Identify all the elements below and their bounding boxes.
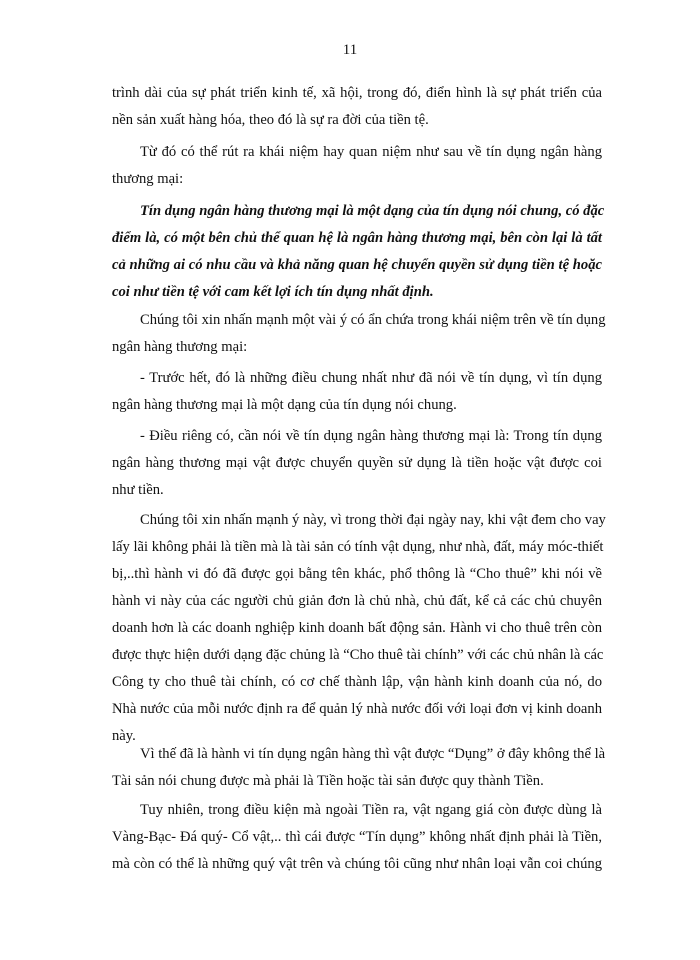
text-line: bị,..thì hành vi đó đã được gọi bằng tên khác, phổ thông là “Cho thuê” khi nói về xyxy=(112,566,602,582)
text-line: mà còn có thể là những quý vật trên và chúng tôi cũng như nhân loại vẫn coi chúng xyxy=(112,856,602,872)
text-line: Từ đó có thể rút ra khái niệm hay quan niệm như sau về tín dụng ngân hàng xyxy=(140,144,602,160)
text-line: như tiền. xyxy=(112,482,164,498)
text-line: nền sản xuất hàng hóa, theo đó là sự ra đời của tiền tệ. xyxy=(112,112,429,128)
text-line: doanh hơn là các doanh nghiệp kinh doanh bất động sản. Hành vi cho thuê trên còn xyxy=(112,620,602,636)
text-line: Tài sản nói chung được mà phải là Tiền hoặc tài sản được quy thành Tiền. xyxy=(112,773,544,789)
paragraph-emphasis-intro xyxy=(112,307,606,361)
paragraph-intro-continuation xyxy=(112,80,602,134)
text-line: ngân hàng thương mại là một dạng của tín dụng nói chung. xyxy=(112,397,457,413)
text-line: hành vi này của các người chủ giản đơn là chủ nhà, chủ đất, kể cả các chủ chuyên xyxy=(112,593,602,609)
paragraph-bullet-first xyxy=(112,365,602,419)
text-line: này. xyxy=(112,728,136,744)
text-line: Vì thế đã là hành vi tín dụng ngân hàng thì vật được “Dụng” ở đây không thể là xyxy=(140,746,606,762)
page-number: 11 xyxy=(342,42,358,58)
paragraph-however xyxy=(112,797,602,878)
text-line: Vàng-Bạc- Đá quý- Cổ vật,.. thì cái được “Tín dụng” không nhất định phải là Tiền, xyxy=(112,829,602,845)
paragraph-definition xyxy=(112,198,605,306)
text-line: Công ty cho thuê tài chính, có cơ chế thành lập, vận hành kinh doanh của nó, do xyxy=(112,674,602,690)
text-line: trình dài của sự phát triển kinh tế, xã hội, trong đó, điển hình là sự phát triển của xyxy=(112,85,602,101)
text-line: ngân hàng thương mại: xyxy=(112,339,248,355)
paragraph-leasing xyxy=(112,507,606,750)
text-line: Tuy nhiên, trong điều kiện mà ngoài Tiền ra, vật ngang giá còn được dùng là xyxy=(140,802,602,818)
paragraph-concept-lead xyxy=(112,139,602,193)
text-line: được thực hiện dưới dạng đặc chủng là “Cho thuê tài chính” với các chủ nhân là các xyxy=(112,647,604,663)
text-line: lấy lãi không phải là tiền mà là tài sản có tính vật dụng, như nhà, đất, máy móc-thiết xyxy=(112,539,604,555)
text-line: Chúng tôi xin nhấn mạnh một vài ý có ẩn chứa trong khái niệm trên về tín dụng xyxy=(140,312,606,328)
paragraph-therefore xyxy=(112,741,606,795)
text-line: cả những ai có nhu cầu và khả năng quan hệ chuyển quyền sử dụng tiền tệ hoặc xyxy=(112,257,602,273)
text-line: Chúng tôi xin nhấn mạnh ý này, vì trong thời đại ngày nay, khi vật đem cho vay xyxy=(140,512,606,528)
text-line: Tín dụng ngân hàng thương mại là một dạng của tín dụng nói chung, có đặc xyxy=(140,203,605,219)
text-line: thương mại: xyxy=(112,171,184,187)
text-line: - Điều riêng có, cần nói về tín dụng ngân hàng thương mại là: Trong tín dụng xyxy=(140,428,602,444)
text-line: ngân hàng thương mại vật được chuyển quyền sử dụng là tiền hoặc vật được coi xyxy=(112,455,602,471)
paragraph-bullet-second xyxy=(112,423,602,504)
text-line: điểm là, có một bên chủ thể quan hệ là ngân hàng thương mại, bên còn lại là tất xyxy=(112,230,602,246)
text-line: - Trước hết, đó là những điều chung nhất như đã nói về tín dụng, vì tín dụng xyxy=(140,370,602,386)
text-line: coi như tiền tệ với cam kết lợi ích tín dụng nhất định. xyxy=(112,284,434,300)
text-line: Nhà nước của mỗi nước định ra để quản lý nhà nước đối với loại đơn vị kinh doanh xyxy=(112,701,602,717)
